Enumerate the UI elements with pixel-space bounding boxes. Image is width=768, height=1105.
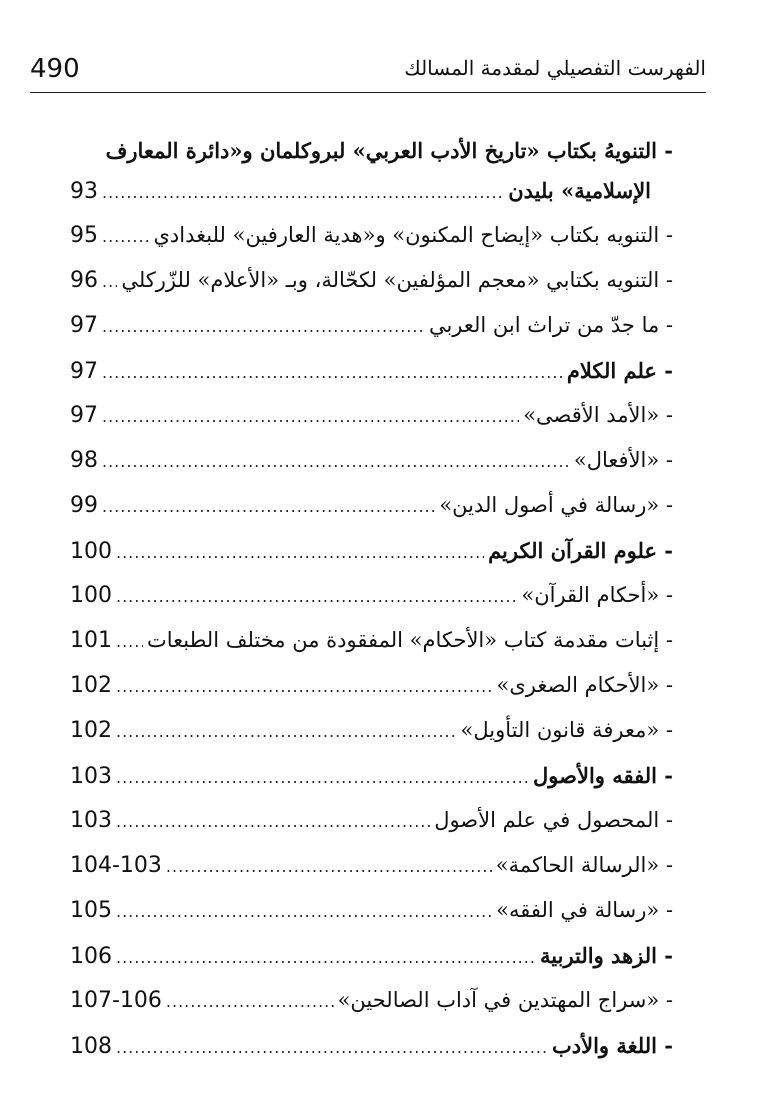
toc-entry-title: - «رسالة في أصول الدين» bbox=[439, 493, 673, 517]
toc-entry-page: 106 bbox=[70, 944, 112, 969]
toc-entry-page: 105 bbox=[70, 898, 112, 923]
toc-entry bbox=[70, 223, 673, 268]
dot-leader bbox=[116, 902, 492, 921]
dot-leader bbox=[116, 948, 536, 967]
toc-entry-page: 97 bbox=[70, 403, 98, 428]
toc-entry bbox=[70, 538, 673, 583]
toc-entry-title: - ما جدّ من تراث ابن العربي bbox=[428, 313, 673, 337]
dot-leader bbox=[116, 677, 492, 696]
toc-entry bbox=[70, 763, 673, 808]
toc-entry bbox=[70, 988, 673, 1033]
dot-leader bbox=[102, 272, 117, 291]
toc-entry-page: 98 bbox=[70, 448, 98, 473]
dot-leader bbox=[116, 812, 430, 831]
toc-entry bbox=[70, 673, 673, 718]
dot-leader bbox=[116, 543, 484, 562]
dot-leader bbox=[116, 722, 457, 741]
toc-entry-title: - إثبات مقدمة كتاب «الأحكام» المفقودة من مختلف الطبعات bbox=[146, 628, 673, 652]
toc-entry bbox=[70, 358, 673, 403]
toc-entry-page: 101 bbox=[70, 628, 112, 653]
running-title: الفهرست التفصيلي لمقدمة المسالك bbox=[404, 56, 706, 80]
toc-entry bbox=[70, 853, 673, 898]
table-of-contents bbox=[70, 138, 673, 1078]
toc-entry bbox=[70, 943, 673, 988]
toc-entry-title: - اللغة والأدب bbox=[552, 1033, 673, 1058]
dot-leader bbox=[116, 587, 517, 606]
toc-entry-title: - علوم القرآن الكريم bbox=[488, 538, 673, 563]
toc-entry-title: - التنويه بكتابي «معجم المؤلفين» لكحّالة، وبـ «الأعلام» للزّركلي bbox=[121, 268, 673, 292]
toc-entry-title: - «معرفة قانون التأويل» bbox=[460, 718, 673, 742]
toc-entry bbox=[70, 448, 673, 493]
toc-entry-title: الإسلامية» بليدن bbox=[508, 178, 651, 203]
dot-leader bbox=[102, 227, 149, 246]
toc-entry bbox=[70, 898, 673, 943]
toc-entry-title: - «الأحكام الصغرى» bbox=[496, 673, 673, 697]
toc-entry bbox=[70, 808, 673, 853]
toc-entry-page: 102 bbox=[70, 673, 112, 698]
dot-leader bbox=[166, 992, 334, 1011]
dot-leader bbox=[166, 857, 492, 876]
toc-entry bbox=[70, 178, 673, 223]
toc-entry bbox=[70, 138, 673, 178]
toc-entry bbox=[70, 268, 673, 313]
toc-entry-page: 108 bbox=[70, 1034, 112, 1059]
toc-entry-page: 97 bbox=[70, 313, 98, 338]
page-number: 490 bbox=[30, 54, 80, 84]
toc-entry-title: - «الرسالة الحاكمة» bbox=[495, 853, 673, 877]
toc-entry-title: - «الأفعال» bbox=[573, 448, 673, 472]
toc-entry-title: - «رسالة في الفقه» bbox=[496, 898, 673, 922]
dot-leader bbox=[102, 407, 519, 426]
toc-entry bbox=[70, 583, 673, 628]
toc-entry bbox=[70, 1033, 673, 1078]
toc-entry bbox=[70, 718, 673, 763]
toc-entry-title: - «سراج المهتدين في آداب الصالحين» bbox=[337, 988, 673, 1012]
dot-leader bbox=[116, 632, 143, 651]
dot-leader bbox=[116, 768, 529, 787]
dot-leader bbox=[102, 317, 425, 336]
toc-entry-page: 95 bbox=[70, 223, 98, 248]
toc-entry-title: - علم الكلام bbox=[566, 358, 673, 383]
toc-entry-page: 104-103 bbox=[70, 853, 162, 878]
toc-entry bbox=[70, 493, 673, 538]
toc-entry-title: - المحصول في علم الأصول bbox=[434, 808, 673, 832]
toc-entry bbox=[70, 628, 673, 673]
toc-entry-page: 103 bbox=[70, 808, 112, 833]
dot-leader bbox=[102, 497, 435, 516]
dot-leader bbox=[102, 183, 504, 202]
dot-leader bbox=[102, 363, 563, 382]
toc-entry-page: 97 bbox=[70, 359, 98, 384]
toc-entry-page: 103 bbox=[70, 764, 112, 789]
toc-entry-page: 100 bbox=[70, 583, 112, 608]
toc-entry bbox=[70, 313, 673, 358]
toc-entry-page: 100 bbox=[70, 539, 112, 564]
toc-entry-title: - الفقه والأصول bbox=[533, 763, 673, 788]
toc-entry-title: - «الأمد الأقصى» bbox=[523, 403, 673, 427]
dot-leader bbox=[102, 452, 570, 471]
toc-entry bbox=[70, 403, 673, 448]
page-header bbox=[30, 52, 706, 93]
toc-entry-title: - «أحكام القرآن» bbox=[521, 583, 673, 607]
toc-entry-title: - التنويهُ بكتاب «تاريخ الأدب العربي» لبروكلمان و«دائرة المعارف bbox=[105, 138, 673, 163]
toc-entry-page: 102 bbox=[70, 718, 112, 743]
toc-entry-page: 93 bbox=[70, 179, 98, 204]
toc-entry-title: - التنويه بكتاب «إيضاح المكنون» و«هدية العارفين» للبغدادي bbox=[153, 223, 673, 247]
dot-leader bbox=[116, 1038, 548, 1057]
toc-entry-page: 99 bbox=[70, 493, 98, 518]
toc-entry-title: - الزهد والتربية bbox=[540, 943, 673, 968]
toc-entry-page: 107-106 bbox=[70, 988, 162, 1013]
toc-entry-page: 96 bbox=[70, 268, 98, 293]
